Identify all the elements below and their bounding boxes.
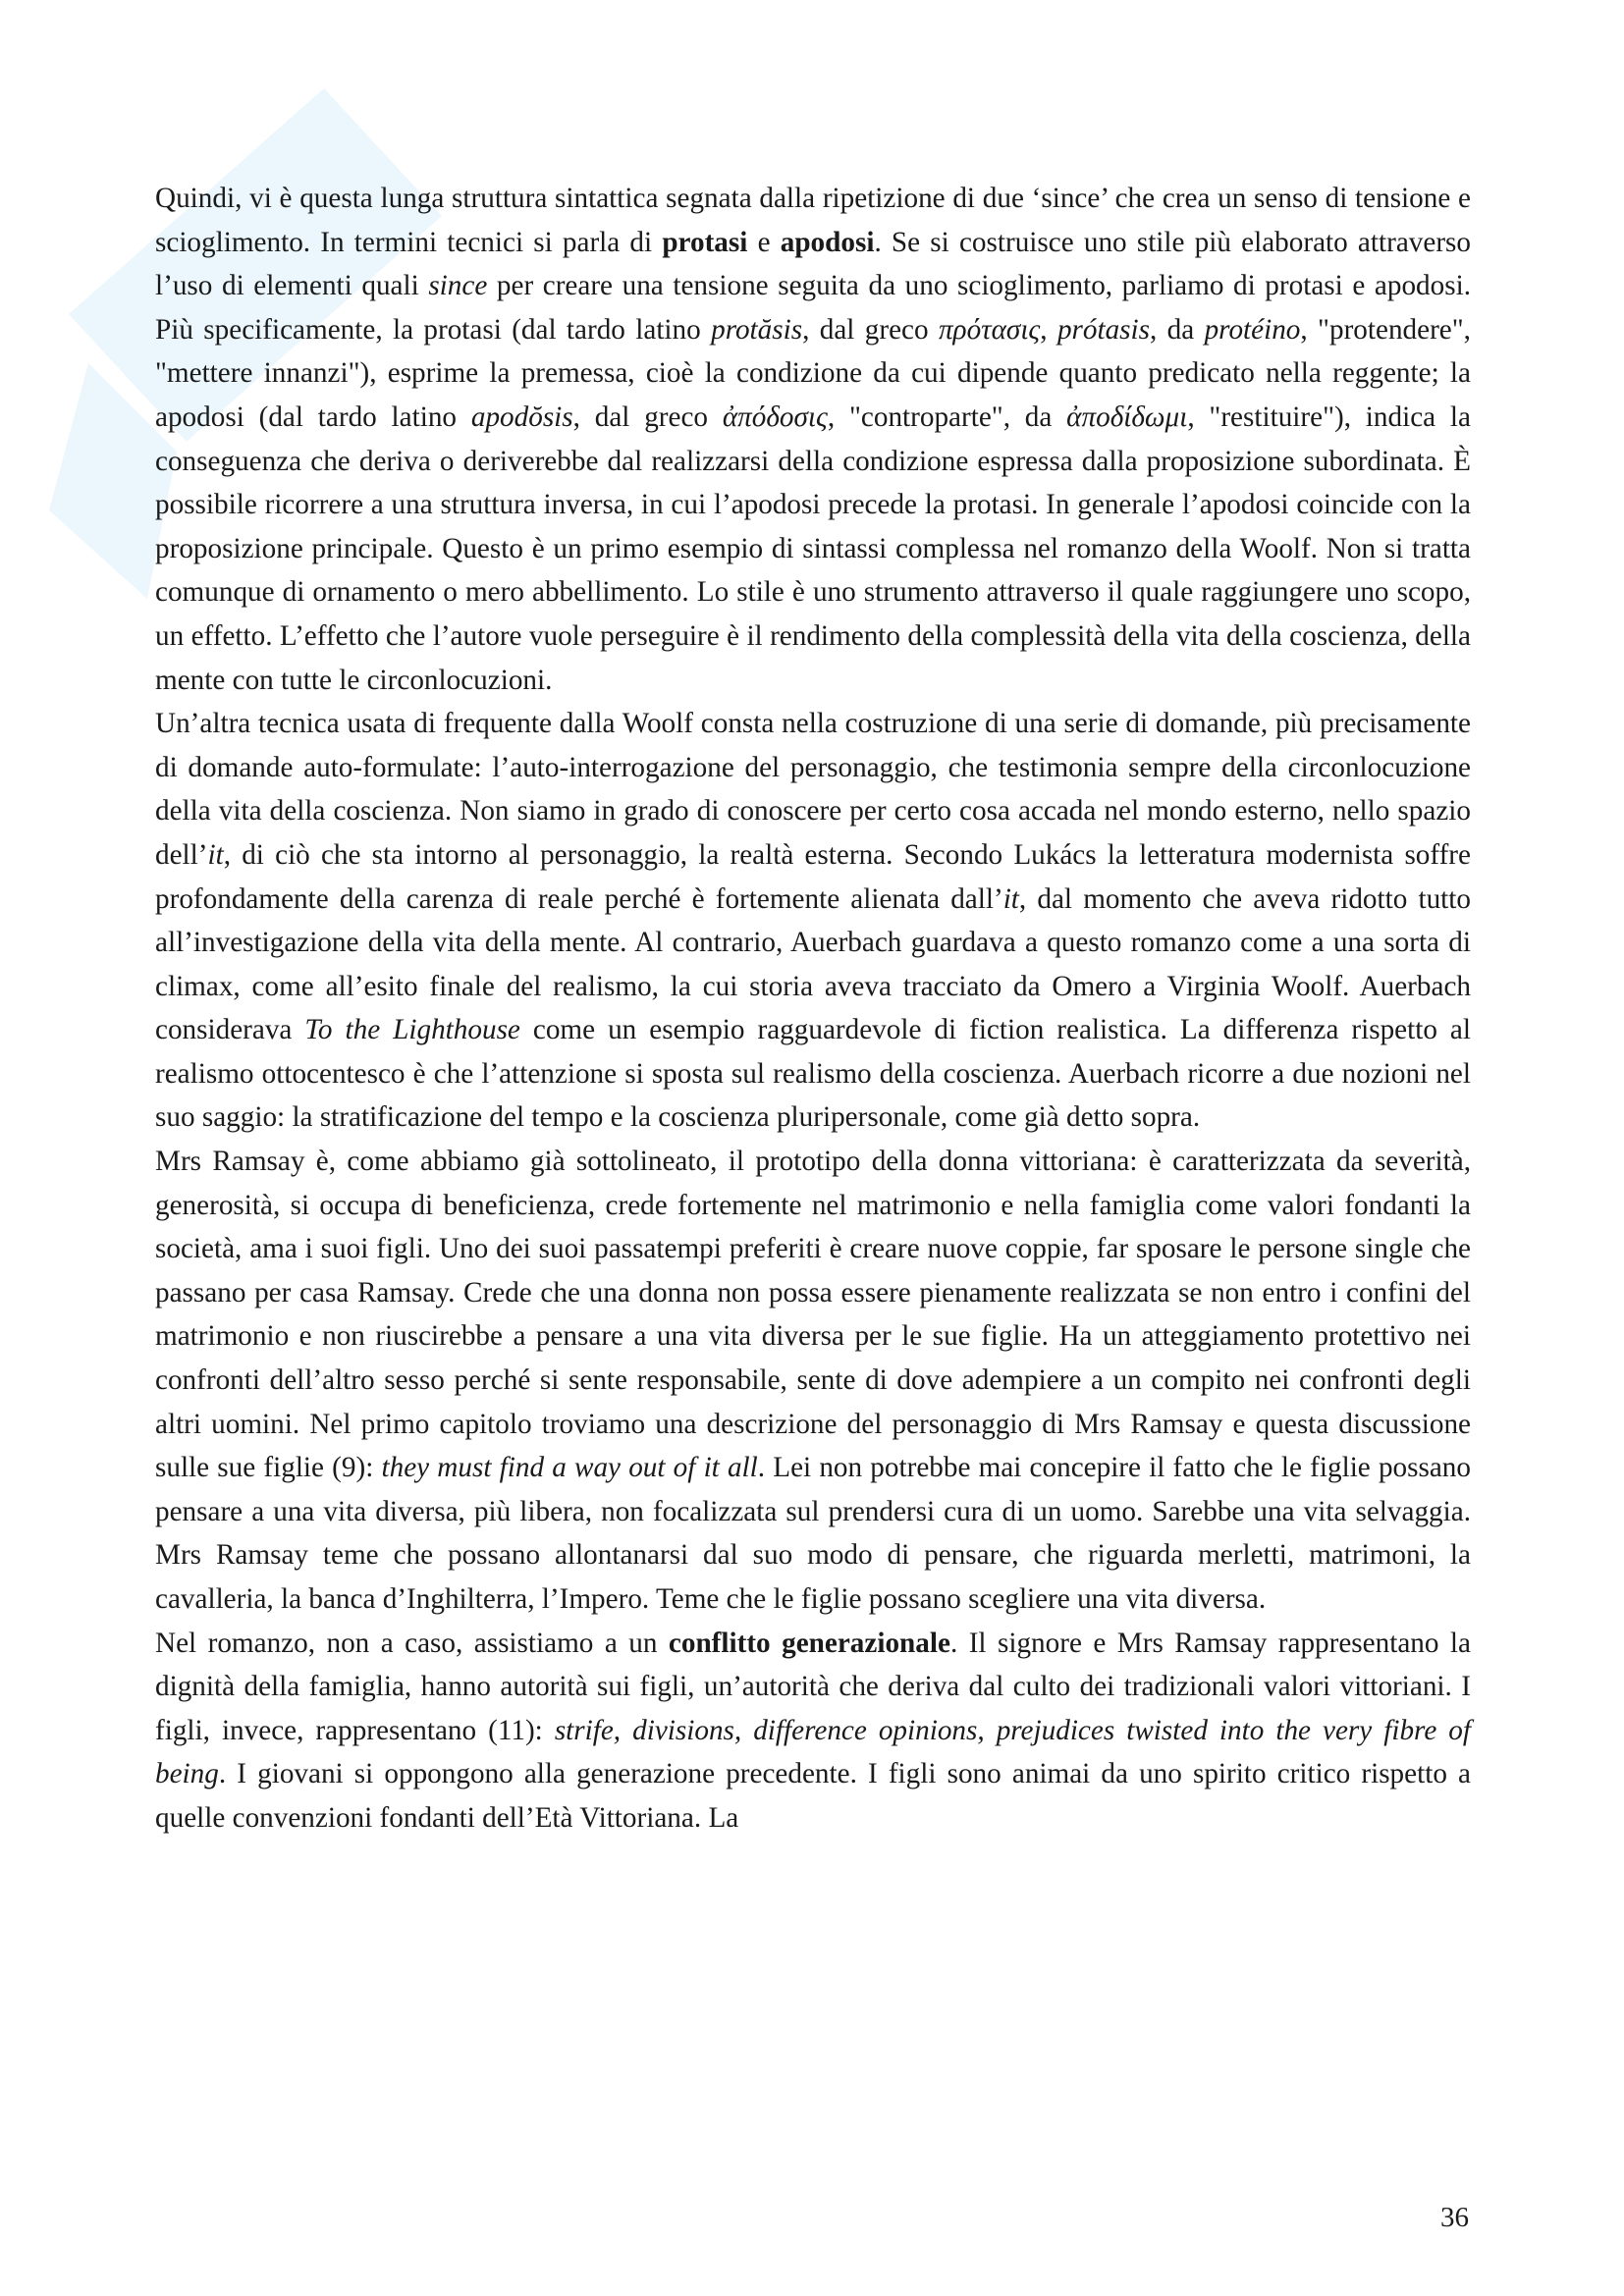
italic-term: prótasis <box>1056 313 1151 346</box>
text-run: , "protendere", "mettere innanzi"), esprime la premessa, cioè la condizione da cui dipende quanto predicato nella reggente; la apodosi (dal tardo latino <box>155 313 1471 433</box>
text-run: , di ciò che sta intorno al personaggio, la realtà esterna. Secondo Lukács la letteratura modernista soffre profondamente della carenza di reale perché è fortemente alienata dall’ <box>155 838 1471 915</box>
italic-term: To the Lighthouse <box>304 1014 520 1046</box>
text-run: Quindi, vi è questa lunga struttura sintattica segnata dalla ripetizione di due ‘since’ che crea un senso di tensione e scioglimento. In termini tecnici si parla di <box>155 183 1471 258</box>
paragraph <box>155 177 1471 702</box>
italic-term: ἀπόδοσις <box>722 400 828 433</box>
text-run: , dal momento che aveva ridotto tutto all’investigazione della vita della mente. Al contrario, Auerbach guardava a questo romanzo come a una sorta di climax, come all’esito finale del realismo, la cui storia aveva tracciato da Omero a Virginia Woolf. Auerbach considerava <box>155 882 1471 1046</box>
text-run: , dal greco <box>802 313 939 346</box>
italic-term: it <box>207 838 224 871</box>
text-run: . I giovani si oppongono alla generazione precedente. I figli sono animai da uno spirito critico rispetto a quelle convenzioni fondanti dell’Età Vittoriana. La <box>155 1758 1471 1834</box>
italic-term: since <box>428 270 488 302</box>
text-run: , dal greco <box>572 400 723 433</box>
text-run: come un esempio ragguardevole di fiction realistica. La differenza rispetto al realismo ottocentesco è che l’attenzione si sposta sul realismo della coscienza. Auerbach ricorre a due nozioni nel suo saggio: la stratificazione del tempo e la coscienza pluripersonale, come già detto sopra. <box>155 1014 1471 1134</box>
paragraph <box>155 1622 1471 1841</box>
italic-term: protéino <box>1204 313 1301 346</box>
paragraph <box>155 702 1471 1140</box>
text-run: , "controparte", da <box>827 400 1067 433</box>
text-run: , "restituire"), indica la conseguenza che deriva o deriverebbe dal realizzarsi della condizione espressa dalla proposizione subordinata. È possibile ricorrere a una struttura inversa, in cui l’apodosi precede la protasi. In generale l’apodosi coincide con la proposizione principale. Questo è un primo esempio di sintassi complessa nel romanzo della Woolf. Non si tratta comunque di ornamento o mero abbellimento. Lo stile è uno strumento attraverso il quale raggiungere uno scopo, un effetto. L’effetto che l’autore vuole perseguire è il rendimento della complessità della vita della coscienza, della mente con tutte le circonlocuzioni. <box>155 400 1471 696</box>
text-run: , da <box>1150 313 1205 346</box>
text-run: Un’altra tecnica usata di frequente dalla Woolf consta nella costruzione di una serie di domande, più precisamente di domande auto-formulate: l’auto-interrogazione del personaggio, che testimonia sempre della circonlocuzione della vita della coscienza. Non siamo in grado di conoscere per certo cosa accada nel mondo esterno, nello spazio dell’ <box>155 708 1471 871</box>
italic-term: it <box>1002 882 1019 915</box>
italic-term: strife, divisions, difference opinions, prejudices twisted into the very fibre of being <box>155 1714 1472 1790</box>
italic-term: ἀποδίδωμι <box>1066 400 1188 433</box>
italic-term: protăsis <box>711 313 803 346</box>
body-text <box>155 177 1471 1841</box>
text-run: e <box>747 226 781 258</box>
text-run: Nel romanzo, non a caso, assistiamo a un <box>155 1627 669 1659</box>
italic-term: they must find a way out of it all <box>381 1452 758 1484</box>
text-run: , <box>1040 313 1057 346</box>
italic-term: apodŏsis <box>470 400 573 433</box>
text-run: per creare una tensione seguita da uno scioglimento, parliamo di protasi e apodosi. Più specificamente, la protasi (dal tardo latino <box>155 270 1471 346</box>
text-run: . Il signore e Mrs Ramsay rappresentano la dignità della famiglia, hanno autorità sui figli, un’autorità che deriva dal culto dei tradizionali valori vittoriani. I figli, invece, rappresentano (11): <box>155 1627 1471 1746</box>
text-run: . Lei non potrebbe mai concepire il fatto che le figlie possano pensare a una vita diversa, più libera, non focalizzata sul prendersi cura di un uomo. Sarebbe una vita selvaggia. Mrs Ramsay teme che possano allontanarsi dal suo modo di pensare, che riguarda merletti, matrimoni, la cavalleria, la banca d’Inghilterra, l’Impero. Teme che le figlie possano scegliere una vita diversa. <box>155 1452 1471 1615</box>
text-run: . Se si costruisce uno stile più elaborato attraverso l’uso di elementi quali <box>155 226 1471 302</box>
bold-term: apodosi <box>780 226 875 258</box>
bold-term: conflitto generazionale <box>668 1627 950 1659</box>
page-number: 36 <box>1440 2202 1469 2233</box>
text-run: Mrs Ramsay è, come abbiamo già sottolineato, il prototipo della donna vittoriana: è caratterizzata da severità, generosità, si occupa di beneficienza, crede fortemente nel matrimonio e nella famiglia come valori fondanti la società, ama i suoi figli. Uno dei suoi passatempi preferiti è creare nuove coppie, far sposare le persone single che passano per casa Ramsay. Crede che una donna non possa essere pienamente realizzata se non entro i confini del matrimonio e non riuscirebbe a pensare a una vita diversa per le sue figlie. Ha un atteggiamento protettivo nei confronti dell’altro sesso perché si sente responsabile, sente di dove adempiere a un compito nei confronti degli altri uomini. Nel primo capitolo troviamo una descrizione del personaggio di Mrs Ramsay e questa discussione sulle sue figlie (9): <box>155 1146 1471 1484</box>
bold-term: protasi <box>662 226 748 258</box>
italic-term: πρότασις <box>938 313 1041 346</box>
paragraph <box>155 1140 1471 1622</box>
